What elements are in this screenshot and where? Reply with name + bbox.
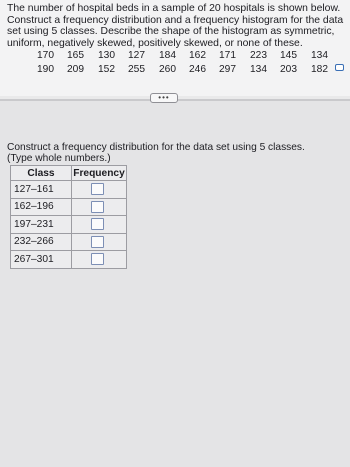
data-value: 255 (128, 64, 145, 75)
frequency-cell (72, 198, 127, 216)
frequency-table (10, 165, 127, 269)
table-row (11, 216, 127, 234)
class-cell: 127–161 (11, 181, 72, 199)
data-value: 203 (280, 64, 297, 75)
data-value: 127 (128, 50, 145, 61)
data-value: 171 (219, 50, 236, 61)
frequency-cell (72, 233, 127, 251)
data-value: 134 (250, 64, 267, 75)
part-instruction: Construct a frequency distribution for the data set using 5 classes. (7, 142, 305, 153)
frequency-cell (72, 251, 127, 269)
frequency-input[interactable] (91, 201, 104, 213)
frequency-cell (72, 216, 127, 234)
data-value: 297 (219, 64, 236, 75)
data-value: 182 (311, 64, 328, 75)
frequency-input[interactable] (91, 183, 104, 195)
class-cell: 267–301 (11, 251, 72, 269)
table-header-row (11, 166, 127, 181)
table-row (11, 251, 127, 269)
data-value: 260 (159, 64, 176, 75)
table-row (11, 233, 127, 251)
table-row (11, 198, 127, 216)
sub-instruction-text: (Type whole numbers.) (7, 153, 111, 164)
data-value: 223 (250, 50, 267, 61)
part-sub-instruction (7, 153, 111, 164)
frequency-input[interactable] (91, 236, 104, 248)
class-cell: 197–231 (11, 216, 72, 234)
more-button[interactable]: ••• (150, 93, 178, 103)
frequency-input[interactable] (91, 253, 104, 265)
frequency-header: Frequency (73, 167, 125, 179)
data-value: 170 (37, 50, 54, 61)
data-value: 152 (98, 64, 115, 75)
data-value: 190 (37, 64, 54, 75)
copy-data-icon[interactable] (335, 64, 344, 71)
data-value: 162 (189, 50, 206, 61)
frequency-input[interactable] (91, 218, 104, 230)
data-value: 145 (280, 50, 297, 61)
frequency-cell (72, 181, 127, 199)
class-header: Class (11, 166, 72, 181)
data-value: 130 (98, 50, 115, 61)
class-cell: 232–266 (11, 233, 72, 251)
data-value: 209 (67, 64, 84, 75)
data-value: 134 (311, 50, 328, 61)
data-value: 165 (67, 50, 84, 61)
class-cell: 162–196 (11, 198, 72, 216)
question-text: The number of hospital beds in a sample of 20 hospitals is shown below. Construct a frequency distribution and a frequency histogram for the data set using 5 classes. Describe the shape of the histogram as symmetric, uniform, negatively skewed, positively skewed, or none of these. (7, 3, 344, 49)
data-value: 184 (159, 50, 176, 61)
table-row (11, 181, 127, 199)
data-value: 246 (189, 64, 206, 75)
